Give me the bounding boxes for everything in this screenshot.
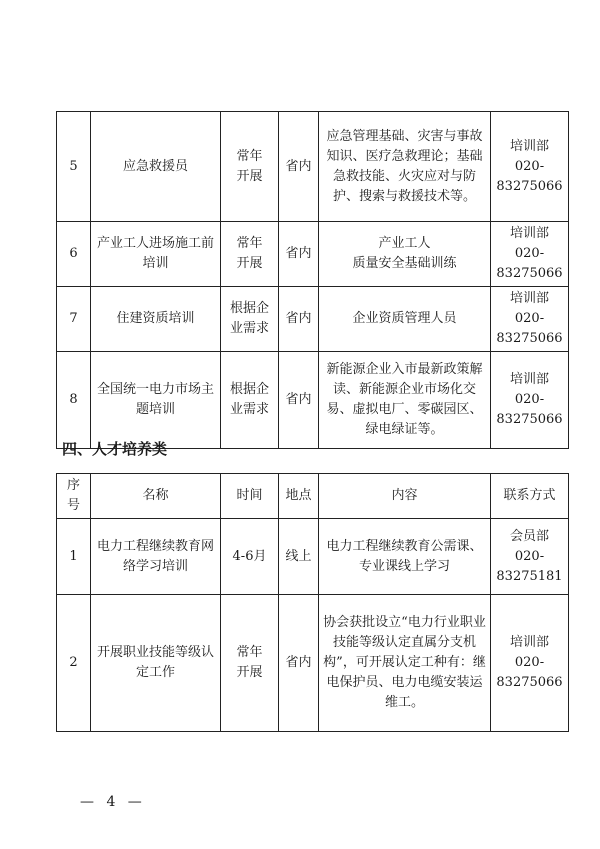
course-time: 常年 开展	[221, 222, 279, 287]
contact-phone: 020-83275066	[496, 158, 563, 194]
table-row	[57, 222, 569, 287]
course-name: 产业工人进场施工前培训	[91, 222, 221, 287]
course-location: 省内	[279, 112, 319, 222]
contact-phone: 020-83275066	[496, 655, 563, 690]
contact-phone: 020-83275066	[496, 392, 563, 427]
contact-info	[491, 519, 569, 595]
contact-dept: 培训部	[509, 226, 549, 241]
header-location: 地点	[279, 474, 319, 519]
course-time: 常年 开展	[221, 112, 279, 222]
course-location: 线上	[279, 519, 319, 595]
header-no: 序号	[57, 474, 91, 519]
course-time: 4-6月	[221, 519, 279, 595]
course-content: 新能源企业入市最新政策解读、新能源企业市场化交易、虚拟电厂、零碳园区、绿电绿证等。	[319, 352, 491, 449]
course-name: 住建资质培训	[91, 287, 221, 352]
contact-dept: 培训部	[509, 138, 549, 154]
course-location: 省内	[279, 287, 319, 352]
row-number: 2	[57, 595, 91, 732]
table-header-row	[57, 474, 569, 519]
course-location: 省内	[279, 352, 319, 449]
row-number: 7	[57, 287, 91, 352]
course-name: 全国统一电力市场主题培训	[91, 352, 221, 449]
page-number: — 4 —	[80, 794, 146, 810]
section-heading: 四、人才培养类	[62, 440, 168, 458]
row-number: 1	[57, 519, 91, 595]
contact-phone: 020-83275066	[496, 246, 563, 281]
row-number: 6	[57, 222, 91, 287]
contact-dept: 培训部	[509, 372, 549, 387]
course-content: 应急管理基础、灾害与事故知识、医疗急救理论；基础急救技能、火灾应对与防护、搜索与救援技术等。	[319, 112, 491, 222]
contact-info	[491, 287, 569, 352]
course-location: 省内	[279, 595, 319, 732]
header-contact: 联系方式	[491, 474, 569, 519]
contact-phone: 020-83275181	[496, 548, 563, 584]
header-time: 时间	[221, 474, 279, 519]
course-content: 协会获批设立“电力行业职业技能等级认定直属分支机构”，可开展认定工种有：继电保护员、电力电缆安装运维工。	[319, 595, 491, 732]
contact-dept: 培训部	[509, 635, 549, 650]
contact-info	[491, 595, 569, 732]
contact-dept: 会员部	[509, 528, 549, 544]
course-name: 开展职业技能等级认定工作	[91, 595, 221, 732]
contact-info	[491, 352, 569, 449]
course-content: 产业工人 质量安全基础训练	[319, 222, 491, 287]
course-name: 应急救援员	[91, 112, 221, 222]
course-location: 省内	[279, 222, 319, 287]
contact-phone: 020-83275066	[496, 311, 563, 346]
contact-info	[491, 222, 569, 287]
table-row	[57, 287, 569, 352]
training-table-continued	[56, 111, 569, 449]
course-time: 根据企业需求	[221, 287, 279, 352]
table-row	[57, 595, 569, 732]
talent-training-table	[56, 473, 569, 732]
course-time: 常年 开展	[221, 595, 279, 732]
course-content: 电力工程继续教育公需课、专业课线上学习	[319, 519, 491, 595]
row-number: 5	[57, 112, 91, 222]
table-row	[57, 519, 569, 595]
course-name: 电力工程继续教育网络学习培训	[91, 519, 221, 595]
row-number: 8	[57, 352, 91, 449]
course-content: 企业资质管理人员	[319, 287, 491, 352]
table-row	[57, 112, 569, 222]
header-content: 内容	[319, 474, 491, 519]
header-name: 名称	[91, 474, 221, 519]
contact-info	[491, 112, 569, 222]
contact-dept: 培训部	[509, 291, 549, 306]
course-time: 根据企业需求	[221, 352, 279, 449]
table-row	[57, 352, 569, 449]
